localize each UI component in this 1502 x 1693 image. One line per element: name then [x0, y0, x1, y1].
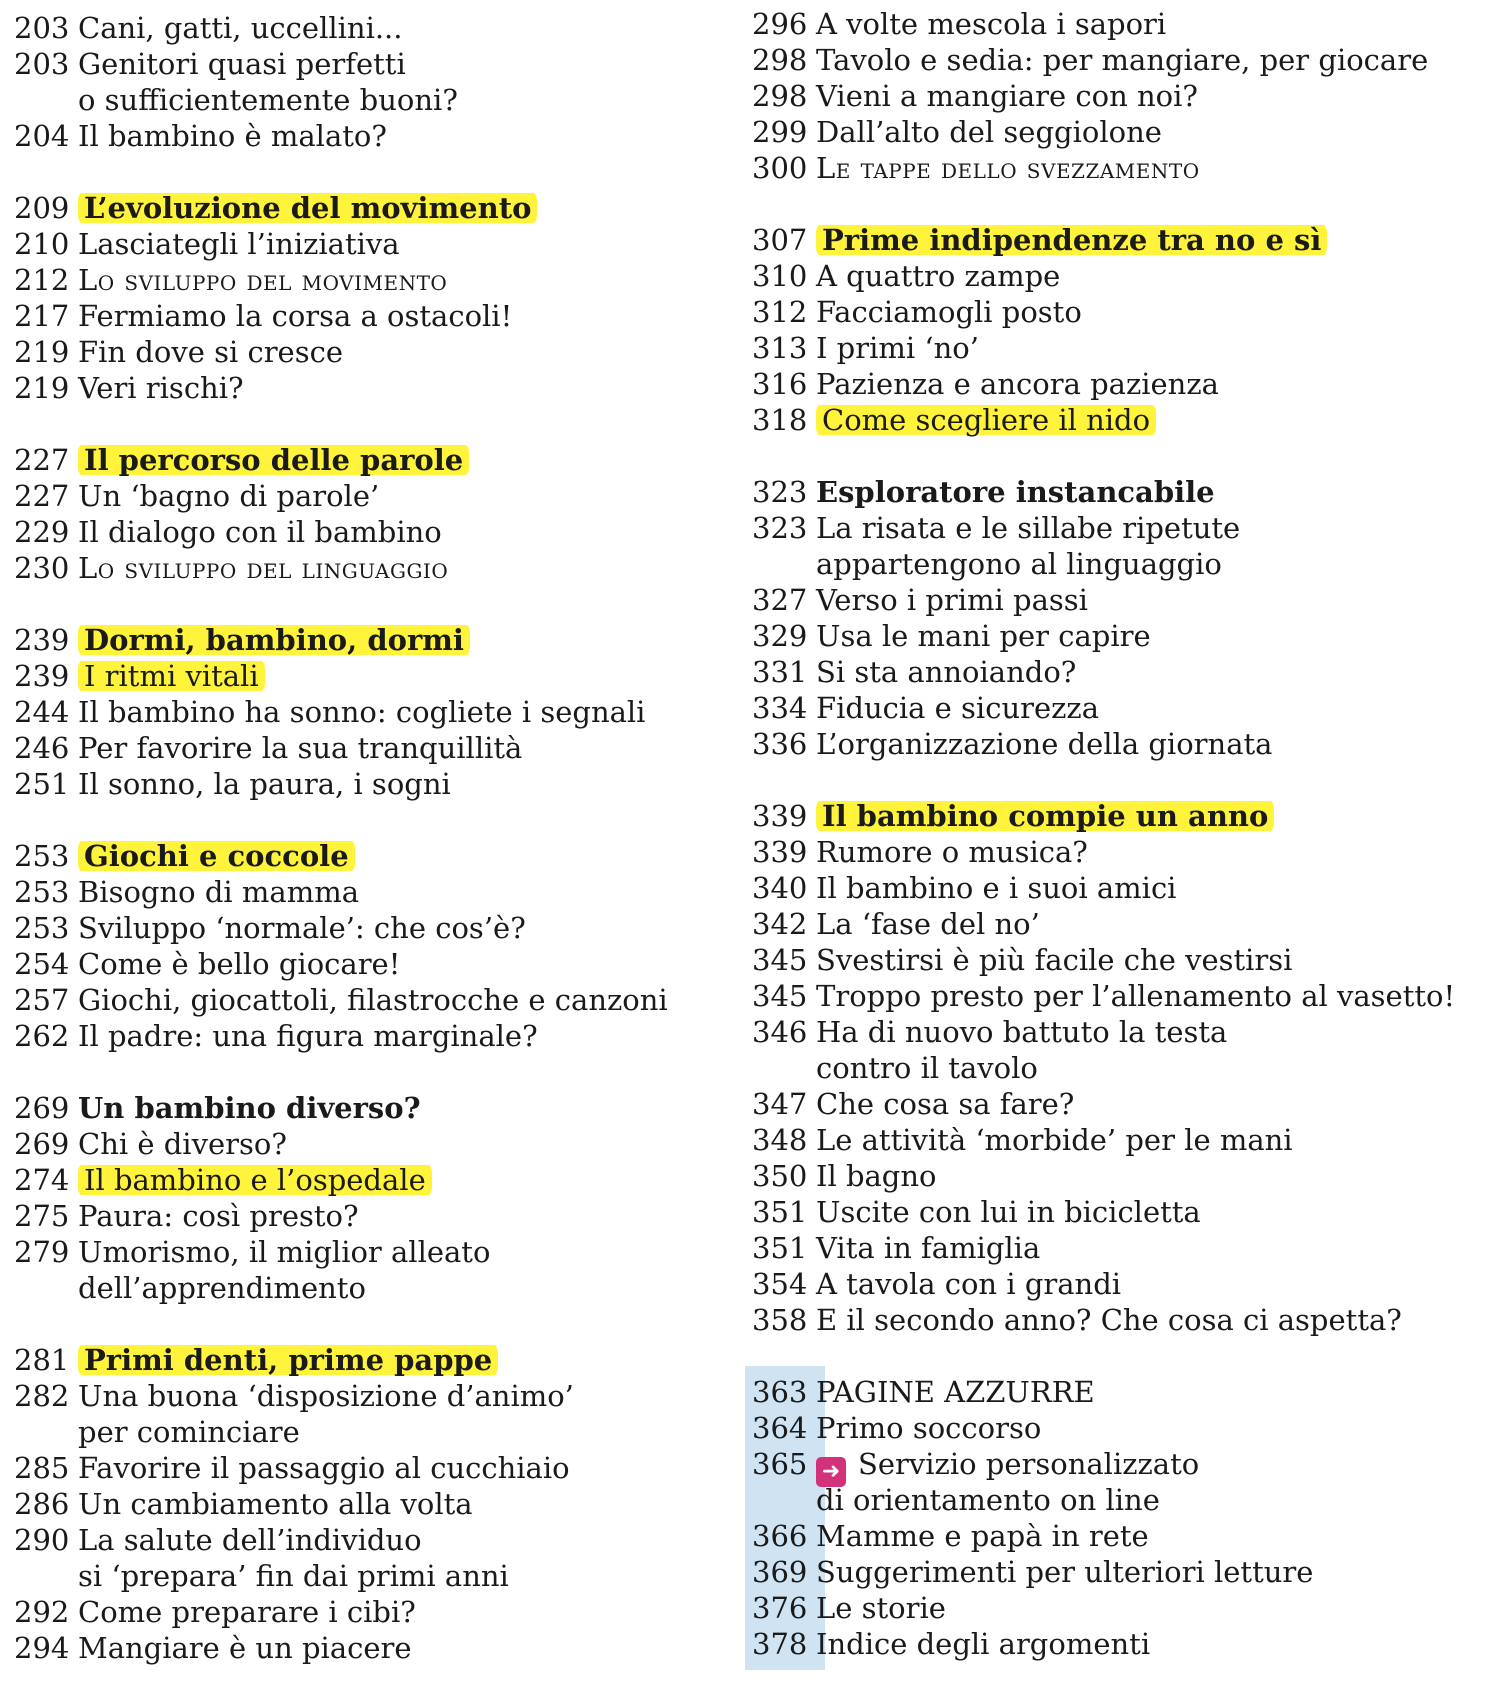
toc-entry[interactable]: [752, 258, 1492, 294]
toc-entry[interactable]: [14, 118, 714, 154]
chapter-title: Giochi e coccole: [78, 838, 355, 874]
toc-entry[interactable]: [14, 1018, 714, 1054]
toc-entry[interactable]: [752, 1230, 1492, 1266]
toc-entry[interactable]: [752, 1014, 1492, 1050]
toc-entry[interactable]: [14, 226, 714, 262]
page-number: 269: [14, 1127, 70, 1161]
entry-title: Per favorire la sua tranquillità: [78, 731, 523, 765]
page-number: 345: [752, 943, 808, 977]
entry-title: Che cosa sa fare?: [816, 1087, 1075, 1121]
page-number: 350: [752, 1159, 808, 1193]
page-number: 253: [14, 875, 70, 909]
entry-title: Fermiamo la corsa a ostacoli!: [78, 299, 513, 333]
appendix-title-wrap: [816, 1446, 1199, 1487]
entry-title: Ha di nuovo battuto la testa: [816, 1015, 1228, 1049]
toc-entry-continuation: [14, 1414, 714, 1450]
entry-title: Favorire il passaggio al cucchiaio: [78, 1451, 570, 1485]
page-number: 323: [752, 511, 808, 545]
toc-entry[interactable]: [752, 690, 1492, 726]
toc-entry[interactable]: [752, 402, 1492, 438]
toc-entry[interactable]: [752, 1266, 1492, 1302]
toc-chapter-heading[interactable]: [14, 622, 714, 658]
entry-title: Troppo presto per l’allenamento al vasetto!: [816, 979, 1456, 1013]
page-number: 365: [752, 1447, 808, 1481]
toc-entry[interactable]: [14, 1522, 714, 1558]
toc-entry[interactable]: [752, 906, 1492, 942]
page-number: 307: [752, 223, 808, 257]
page-number: 376: [752, 1591, 808, 1625]
page-number: 227: [14, 443, 70, 477]
page-number: 257: [14, 983, 70, 1017]
entry-title: Il bambino e l’ospedale: [78, 1162, 432, 1198]
entry-title-continuation: o sufficientemente buoni?: [78, 83, 458, 117]
toc-entry[interactable]: [752, 150, 1492, 186]
toc-chapter-heading[interactable]: [14, 190, 714, 226]
chapter-title: Esploratore instancabile: [816, 475, 1215, 509]
page-number: 230: [14, 551, 70, 585]
page-number: 316: [752, 367, 808, 401]
toc-entry[interactable]: [752, 6, 1492, 42]
toc-entry[interactable]: [14, 874, 714, 910]
appendix-title: Mamme e papà in rete: [816, 1519, 1149, 1553]
entry-title: Le tappe dello svezzamento: [816, 151, 1200, 185]
toc-entry[interactable]: [14, 1486, 714, 1522]
appendix-entry-continuation: [752, 1482, 1492, 1518]
toc-entry[interactable]: [14, 694, 714, 730]
toc-entry[interactable]: [14, 658, 714, 694]
entry-title: Facciamogli posto: [816, 295, 1082, 329]
appendix-entry[interactable]: [752, 1554, 1492, 1590]
entry-title: Giochi, giocattoli, filastrocche e canzoni: [78, 983, 668, 1017]
entry-title: La risata e le sillabe ripetute: [816, 511, 1241, 545]
entry-title: Fiducia e sicurezza: [816, 691, 1099, 725]
entry-title: Chi è diverso?: [78, 1127, 287, 1161]
page-number: 340: [752, 871, 808, 905]
page-number: 203: [14, 47, 70, 81]
page-number: 294: [14, 1631, 70, 1665]
entry-title: Uscite con lui in bicicletta: [816, 1195, 1201, 1229]
entry-title: Come è bello giocare!: [78, 947, 401, 981]
page-number: 347: [752, 1087, 808, 1121]
entry-title: Verso i primi passi: [816, 583, 1088, 617]
page-number: 334: [752, 691, 808, 725]
toc-entry[interactable]: [752, 1086, 1492, 1122]
toc-entry[interactable]: [14, 766, 714, 802]
page-number: 229: [14, 515, 70, 549]
toc-entry[interactable]: [752, 78, 1492, 114]
toc-entry[interactable]: [752, 726, 1492, 762]
entry-title: Vieni a mangiare con noi?: [816, 79, 1198, 113]
entry-title: Svestirsi è più facile che vestirsi: [816, 943, 1293, 977]
entry-title: Un cambiamento alla volta: [78, 1487, 473, 1521]
page-number: 292: [14, 1595, 70, 1629]
toc-entry[interactable]: [752, 1122, 1492, 1158]
entry-title-continuation: si ‘prepara’ fin dai primi anni: [78, 1559, 509, 1593]
entry-title: A volte mescola i sapori: [816, 7, 1167, 41]
toc-entry[interactable]: [14, 730, 714, 766]
entry-title: Mangiare è un piacere: [78, 1631, 412, 1665]
toc-chapter-heading[interactable]: [14, 838, 714, 874]
toc-entry[interactable]: [14, 1378, 714, 1414]
chapter-title: Dormi, bambino, dormi: [78, 622, 470, 658]
toc-chapter-heading[interactable]: [14, 442, 714, 478]
toc-left-column: [14, 10, 714, 1666]
appendix-entry[interactable]: [752, 1518, 1492, 1554]
chapter-title: Prime indipendenze tra no e sì: [816, 222, 1327, 258]
toc-entry[interactable]: [752, 42, 1492, 78]
page-number: 300: [752, 151, 808, 185]
page-number: 209: [14, 191, 70, 225]
page-number: 246: [14, 731, 70, 765]
entry-title: Il bambino e i suoi amici: [816, 871, 1177, 905]
page-number: 354: [752, 1267, 808, 1301]
chapter-title: Il percorso delle parole: [78, 442, 469, 478]
page-number: 244: [14, 695, 70, 729]
toc-entry[interactable]: [752, 1158, 1492, 1194]
page-number: 351: [752, 1195, 808, 1229]
page-number: 217: [14, 299, 70, 333]
toc-entry-continuation: [14, 1558, 714, 1594]
entry-title: Dall’alto del seggiolone: [816, 115, 1162, 149]
toc-right-column: [752, 6, 1492, 1662]
entry-title: Tavolo e sedia: per mangiare, per giocare: [816, 43, 1429, 77]
entry-title: Una buona ‘disposizione d’animo’: [78, 1379, 574, 1413]
entry-title: Genitori quasi perfetti: [78, 47, 406, 81]
page-number: 227: [14, 479, 70, 513]
entry-title-continuation: appartengono al linguaggio: [816, 547, 1222, 581]
toc-entry[interactable]: [752, 1302, 1492, 1338]
entry-title: Veri rischi?: [78, 371, 244, 405]
toc-entry[interactable]: [14, 1594, 714, 1630]
entry-title-continuation: per cominciare: [78, 1415, 300, 1449]
entry-title: L’organizzazione della giornata: [816, 727, 1273, 761]
page-number: 378: [752, 1627, 808, 1661]
toc-entry-continuation: [14, 1270, 714, 1306]
entry-title: Lasciategli l’iniziativa: [78, 227, 400, 261]
page-number: 254: [14, 947, 70, 981]
page-number: 296: [752, 7, 808, 41]
appendix-entry[interactable]: [752, 1590, 1492, 1626]
appendix-title: Indice degli argomenti: [816, 1627, 1151, 1661]
page-number: 364: [752, 1411, 808, 1445]
toc-entry[interactable]: [14, 1126, 714, 1162]
toc-entry[interactable]: [14, 1198, 714, 1234]
toc-entry[interactable]: [14, 370, 714, 406]
toc-entry[interactable]: [752, 366, 1492, 402]
toc-entry[interactable]: [752, 942, 1492, 978]
toc-entry[interactable]: [752, 978, 1492, 1014]
page-number: 369: [752, 1555, 808, 1589]
page-number: 203: [14, 11, 70, 45]
page-number: 239: [14, 659, 70, 693]
entry-title: Usa le mani per capire: [816, 619, 1151, 653]
entry-title: Lo sviluppo del linguaggio: [78, 551, 449, 585]
page-number: 329: [752, 619, 808, 653]
toc-entry[interactable]: [14, 1162, 714, 1198]
page-number: 298: [752, 79, 808, 113]
page-number: 363: [752, 1375, 808, 1409]
toc-entry-continuation: [752, 546, 1492, 582]
entry-title: Umorismo, il miglior alleato: [78, 1235, 491, 1269]
toc-chapter-heading[interactable]: [752, 474, 1492, 510]
page-number: 279: [14, 1235, 70, 1269]
entry-title: Rumore o musica?: [816, 835, 1088, 869]
page-number: 339: [752, 799, 808, 833]
page-number: 253: [14, 839, 70, 873]
page-number: 212: [14, 263, 70, 297]
external-link-icon: ➜: [816, 1457, 846, 1487]
toc-entry[interactable]: [752, 114, 1492, 150]
page-number: 323: [752, 475, 808, 509]
toc-entry[interactable]: [14, 514, 714, 550]
toc-entry[interactable]: [14, 334, 714, 370]
page-number: 345: [752, 979, 808, 1013]
page-number: 275: [14, 1199, 70, 1233]
toc-entry[interactable]: [14, 46, 714, 82]
entry-title: Le attività ‘morbide’ per le mani: [816, 1123, 1293, 1157]
entry-title: Si sta annoiando?: [816, 655, 1077, 689]
page-number: 239: [14, 623, 70, 657]
entry-title: La salute dell’individuo: [78, 1523, 422, 1557]
page-number: 358: [752, 1303, 808, 1337]
page-number: 318: [752, 403, 808, 437]
page-number: 285: [14, 1451, 70, 1485]
entry-title: La ‘fase del no’: [816, 907, 1040, 941]
chapter-title: Un bambino diverso?: [78, 1091, 421, 1125]
page-number: 253: [14, 911, 70, 945]
page-number: 310: [752, 259, 808, 293]
entry-title: Il dialogo con il bambino: [78, 515, 442, 549]
page-number: 269: [14, 1091, 70, 1125]
toc-entry[interactable]: [752, 294, 1492, 330]
page-number: 204: [14, 119, 70, 153]
toc-entry[interactable]: [752, 654, 1492, 690]
toc-chapter-heading[interactable]: [14, 1342, 714, 1378]
page-number: 274: [14, 1163, 70, 1197]
page-number: 366: [752, 1519, 808, 1553]
chapter-title: Il bambino compie un anno: [816, 798, 1274, 834]
entry-title: Bisogno di mamma: [78, 875, 359, 909]
appendix-title: Le storie: [816, 1591, 946, 1625]
appendix-title: Primo soccorso: [816, 1411, 1042, 1445]
toc-chapter-heading[interactable]: [752, 798, 1492, 834]
toc-entry[interactable]: [752, 870, 1492, 906]
toc-entry[interactable]: [14, 478, 714, 514]
entry-title: Come scegliere il nido: [816, 402, 1156, 438]
page-number: 336: [752, 727, 808, 761]
entry-title: E il secondo anno? Che cosa ci aspetta?: [816, 1303, 1402, 1337]
toc-entry-continuation: [752, 1050, 1492, 1086]
page-number: 210: [14, 227, 70, 261]
toc-chapter-heading[interactable]: [14, 1090, 714, 1126]
entry-title: A quattro zampe: [816, 259, 1061, 293]
entry-title: Vita in famiglia: [816, 1231, 1041, 1265]
toc-entry[interactable]: [14, 262, 714, 298]
toc-entry-continuation: [14, 82, 714, 118]
toc-entry[interactable]: [752, 330, 1492, 366]
entry-title: Come preparare i cibi?: [78, 1595, 416, 1629]
page-number: 331: [752, 655, 808, 689]
page-number: 339: [752, 835, 808, 869]
page-number: 262: [14, 1019, 70, 1053]
page-number: 313: [752, 331, 808, 365]
toc-entry[interactable]: [752, 510, 1492, 546]
page-number: 290: [14, 1523, 70, 1557]
toc-entry[interactable]: [14, 10, 714, 46]
chapter-title: L’evoluzione del movimento: [78, 190, 537, 226]
page-number: 282: [14, 1379, 70, 1413]
page-number: 327: [752, 583, 808, 617]
entry-title: Un ‘bagno di parole’: [78, 479, 380, 513]
appendix-entry[interactable]: [752, 1446, 1492, 1482]
page-number: 219: [14, 335, 70, 369]
entry-title: Paura: così presto?: [78, 1199, 359, 1233]
appendix-title: PAGINE AZZURRE: [816, 1375, 1095, 1409]
entry-title: Sviluppo ‘normale’: che cos’è?: [78, 911, 526, 945]
page-number: 298: [752, 43, 808, 77]
entry-title: I primi ‘no’: [816, 331, 979, 365]
toc-entry[interactable]: [14, 298, 714, 334]
page-number: 286: [14, 1487, 70, 1521]
toc-entry[interactable]: [14, 910, 714, 946]
toc-entry[interactable]: [14, 946, 714, 982]
entry-title: Il padre: una figura marginale?: [78, 1019, 538, 1053]
page-number: 299: [752, 115, 808, 149]
toc-entry[interactable]: [752, 1194, 1492, 1230]
appendix-entry[interactable]: [752, 1626, 1492, 1662]
toc-entry[interactable]: [14, 1234, 714, 1270]
toc-entry[interactable]: [14, 1450, 714, 1486]
appendix-title-continuation: di orientamento on line: [816, 1483, 1160, 1517]
page-number: 348: [752, 1123, 808, 1157]
entry-title: Il sonno, la paura, i sogni: [78, 767, 451, 801]
page-number: 351: [752, 1231, 808, 1265]
page-number: 251: [14, 767, 70, 801]
entry-title-continuation: dell’apprendimento: [78, 1271, 366, 1305]
entry-title: Il bagno: [816, 1159, 937, 1193]
toc-entry[interactable]: [14, 1630, 714, 1666]
entry-title: Cani, gatti, uccellini...: [78, 11, 403, 45]
entry-title: Il bambino è malato?: [78, 119, 387, 153]
toc-chapter-heading[interactable]: [752, 222, 1492, 258]
entry-title: Il bambino ha sonno: cogliete i segnali: [78, 695, 646, 729]
toc-entry[interactable]: [14, 550, 714, 586]
toc-entry[interactable]: [752, 582, 1492, 618]
entry-title: I ritmi vitali: [78, 658, 265, 694]
chapter-title: Primi denti, prime pappe: [78, 1342, 498, 1378]
page-number: 346: [752, 1015, 808, 1049]
appendix-entry[interactable]: [752, 1374, 1492, 1410]
entry-title: Pazienza e ancora pazienza: [816, 367, 1219, 401]
toc-entry[interactable]: [14, 982, 714, 1018]
appendix-title: Suggerimenti per ulteriori letture: [816, 1555, 1314, 1589]
page-number: 342: [752, 907, 808, 941]
entry-title-continuation: contro il tavolo: [816, 1051, 1038, 1085]
toc-entry[interactable]: [752, 618, 1492, 654]
entry-title: A tavola con i grandi: [816, 1267, 1122, 1301]
page-number: 312: [752, 295, 808, 329]
page-number: 281: [14, 1343, 70, 1377]
appendix-title: Servizio personalizzato: [858, 1447, 1200, 1481]
toc-entry[interactable]: [752, 834, 1492, 870]
entry-title: Fin dove si cresce: [78, 335, 344, 369]
page-number: 219: [14, 371, 70, 405]
appendix-entry[interactable]: [752, 1410, 1492, 1446]
entry-title: Lo sviluppo del movimento: [78, 263, 448, 297]
